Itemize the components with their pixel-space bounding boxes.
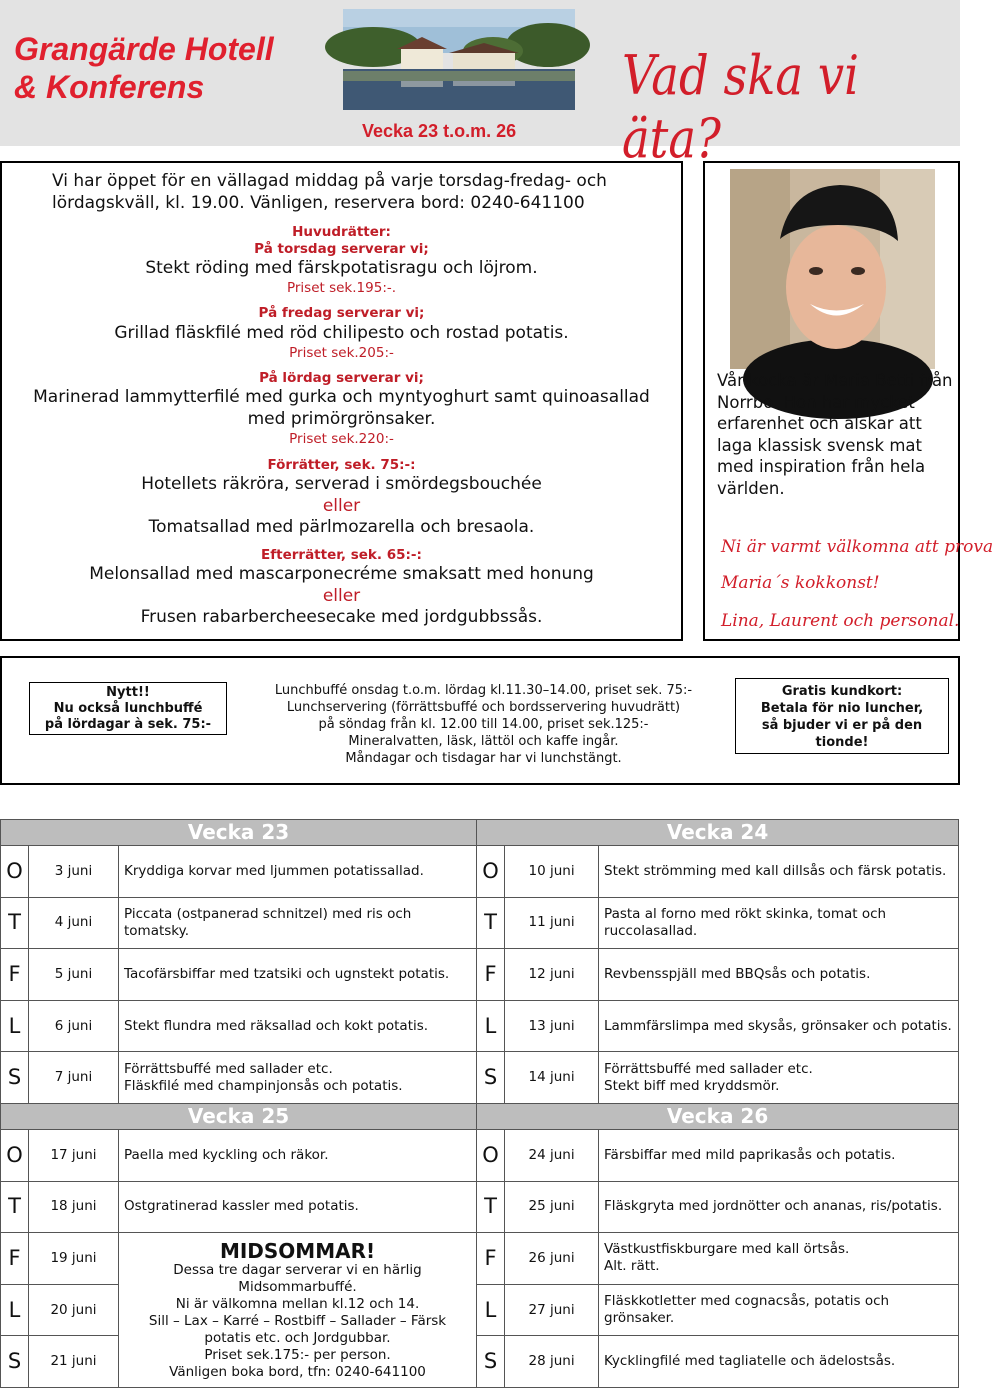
day-date: 18 juni	[29, 1181, 119, 1233]
day-letter: F	[1, 949, 29, 1001]
day-dish-line2: Fläskfilé med champinjonsås och potatis.	[124, 1077, 403, 1094]
day-letter: T	[1, 897, 29, 949]
day-letter: F	[477, 949, 505, 1001]
day-dish: Piccata (ostpanerad schnitzel) med ris och tomatsky.	[119, 897, 477, 949]
day-date: 27 juni	[505, 1284, 599, 1336]
day-date: 24 juni	[505, 1129, 599, 1181]
day-letter: L	[477, 1000, 505, 1052]
day-date: 4 juni	[29, 897, 119, 949]
day-dish: Stekt flundra med räksallad och kokt potatis.	[119, 1000, 477, 1052]
day-letter: S	[477, 1336, 505, 1388]
loyalty-line1: Gratis kundkort:	[781, 684, 903, 699]
day-dish: Paella med kyckling och räkor.	[119, 1129, 477, 1181]
hotel-photo	[343, 9, 575, 110]
thursday-heading: På torsdag serverar vi;	[254, 241, 429, 257]
saturday-dish-line2: med primörgrönsaker.	[247, 409, 436, 429]
chef-signature: Lina, Laurent och personal.	[721, 611, 960, 631]
dessert-1: Melonsallad med mascarponecréme smaksatt med honung	[89, 564, 594, 584]
day-dish: Revbensspjäll med BBQsås och potatis.	[599, 949, 959, 1001]
new-lunch-line3: på lördagar à sek. 75:-	[44, 717, 212, 732]
saturday-price: Priset sek.220:-	[289, 431, 394, 447]
day-dish	[599, 1052, 959, 1104]
week-range: Vecka 23 t.o.m. 26	[362, 121, 517, 141]
day-letter: L	[1, 1000, 29, 1052]
desserts-heading: Efterrätter, sek. 65:-:	[261, 547, 422, 563]
new-lunch-line2: Nu också lunchbuffé	[53, 701, 203, 716]
chef-description: Vår kocka är Maria Betti från Norrbo. Hon har mycket erfarenhet och älskar att laga klassisk svensk mat med inspiration från hela världen.	[717, 371, 953, 498]
intro-line-2: lördagskväll, kl. 19.00. Vänligen, reservera bord: 0240-641100	[52, 193, 585, 213]
day-dish: Kycklingfilé med tagliatelle och ädelostsås.	[599, 1336, 959, 1388]
day-letter: L	[477, 1284, 505, 1336]
week-header-row	[1, 1103, 959, 1129]
saturday-dish-line1: Marinerad lammytterfilé med gurka och myntyoghurt samt quinoasallad	[33, 387, 650, 407]
midsommar-line2: Midsommarbuffé.	[238, 1278, 357, 1295]
dessert-or: eller	[322, 586, 361, 606]
table-row	[1, 1000, 959, 1052]
day-date: 26 juni	[505, 1233, 599, 1285]
day-dish: Ostgratinerad kassler med potatis.	[119, 1181, 477, 1233]
midsommar-notice	[119, 1233, 477, 1388]
hotel-name-line2: & Konferens	[14, 69, 205, 105]
day-dish-line1: Västkustfiskburgare med kall örtsås.	[604, 1241, 850, 1258]
chef-portrait-image	[730, 169, 935, 369]
day-dish-line1: Förrättsbuffé med sallader etc.	[124, 1060, 333, 1077]
dinner-menu-box	[0, 161, 683, 641]
lunch-details-line4: Mineralvatten, läsk, lättöl och kaffe ingår.	[348, 734, 619, 749]
dessert-2: Frusen rabarbercheesecake med jordgubbssås.	[140, 607, 543, 627]
loyalty-line4: tionde!	[815, 735, 869, 750]
day-letter: S	[477, 1052, 505, 1104]
day-letter: F	[1, 1233, 29, 1285]
day-letter: S	[1, 1336, 29, 1388]
day-letter: S	[1, 1052, 29, 1104]
friday-price: Priset sek.205:-	[289, 345, 394, 361]
headline: Vad ska vi äta?	[622, 44, 859, 170]
day-dish: Kryddiga korvar med ljummen potatissallad.	[119, 846, 477, 898]
midsommar-line7: Vänligen boka bord, tfn: 0240-641100	[169, 1363, 426, 1380]
week-25-header: Vecka 25	[1, 1103, 477, 1129]
day-dish: Fläskgryta med jordnötter och ananas, ris/potatis.	[599, 1181, 959, 1233]
weekly-lunch-schedule	[0, 819, 959, 1388]
table-row	[1, 1181, 959, 1233]
intro-line-1: Vi har öppet för en vällagad middag på varje torsdag-fredag- och	[52, 171, 607, 191]
day-date: 14 juni	[505, 1052, 599, 1104]
day-date: 11 juni	[505, 897, 599, 949]
week-23-header: Vecka 23	[1, 820, 477, 846]
day-date: 21 juni	[29, 1336, 119, 1388]
day-dish-line1: Förrättsbuffé med sallader etc.	[604, 1060, 813, 1077]
day-date: 3 juni	[29, 846, 119, 898]
day-dish: Stekt strömming med kall dillsås och färsk potatis.	[599, 846, 959, 898]
starter-or: eller	[322, 496, 361, 516]
chef-photo	[730, 169, 935, 369]
table-row	[1, 1129, 959, 1181]
lunch-details	[232, 682, 735, 767]
day-letter: T	[477, 897, 505, 949]
day-date: 6 juni	[29, 1000, 119, 1052]
hotel-name	[14, 30, 274, 106]
hotel-lake-image	[343, 9, 575, 110]
day-letter: F	[477, 1233, 505, 1285]
friday-heading: På fredag serverar vi;	[258, 305, 425, 321]
day-date: 5 juni	[29, 949, 119, 1001]
day-dish: Lammfärslimpa med skysås, grönsaker och potatis.	[599, 1000, 959, 1052]
table-row	[1, 1052, 959, 1104]
day-letter: O	[477, 846, 505, 898]
day-dish	[599, 1233, 959, 1285]
loyalty-card-notice	[735, 678, 949, 754]
week-header-row	[1, 820, 959, 846]
table-row	[1, 897, 959, 949]
thursday-dish: Stekt röding med färskpotatisragu och löjrom.	[145, 258, 538, 278]
loyalty-line2: Betala för nio luncher,	[760, 701, 924, 716]
day-date: 28 juni	[505, 1336, 599, 1388]
lunch-details-line2: Lunchservering (förrättsbuffé och bordsservering huvudrätt)	[286, 700, 681, 715]
friday-dish: Grillad fläskfilé med röd chilipesto och rostad potatis.	[114, 323, 569, 343]
day-letter: O	[1, 1129, 29, 1181]
day-dish-line2: Stekt biff med kryddsmör.	[604, 1077, 780, 1094]
lunch-details-line1: Lunchbuffé onsdag t.o.m. lördag kl.11.30–14.00, priset sek. 75:-	[274, 683, 693, 698]
lunch-info-box	[0, 656, 960, 785]
chef-box	[703, 161, 993, 641]
loyalty-line3: så bjuder vi er på den	[761, 718, 923, 733]
day-date: 12 juni	[505, 949, 599, 1001]
day-date: 20 juni	[29, 1284, 119, 1336]
day-dish: Färsbiffar med mild paprikasås och potatis.	[599, 1129, 959, 1181]
day-letter: L	[1, 1284, 29, 1336]
day-dish: Fläskkotletter med cognacsås, potatis och grönsaker.	[599, 1284, 959, 1336]
table-row	[1, 1233, 959, 1285]
new-lunch-notice	[29, 682, 227, 735]
day-letter: T	[477, 1181, 505, 1233]
day-dish-line2: Alt. rätt.	[604, 1258, 660, 1275]
midsommar-title: MIDSOMMAR!	[219, 1238, 376, 1263]
day-letter: O	[1, 846, 29, 898]
mains-heading: Huvudrätter:	[292, 224, 391, 240]
week-24-header: Vecka 24	[477, 820, 959, 846]
day-date: 17 juni	[29, 1129, 119, 1181]
table-row	[1, 949, 959, 1001]
midsommar-line1: Dessa tre dagar serverar vi en härlig	[173, 1261, 422, 1278]
day-date: 19 juni	[29, 1233, 119, 1285]
day-dish: Pasta al forno med rökt skinka, tomat och ruccolasallad.	[599, 897, 959, 949]
midsommar-line5: potatis etc. och Jordgubbar.	[204, 1329, 391, 1346]
hotel-name-line1: Grangärde Hotell	[14, 31, 274, 67]
week-26-header: Vecka 26	[477, 1103, 959, 1129]
starter-2: Tomatsallad med pärlmozarella och bresaola.	[148, 517, 535, 537]
day-letter: T	[1, 1181, 29, 1233]
day-date: 7 juni	[29, 1052, 119, 1104]
day-date: 13 juni	[505, 1000, 599, 1052]
day-date: 10 juni	[505, 846, 599, 898]
lunch-details-line5: Måndagar och tisdagar har vi lunchstängt.	[345, 751, 622, 766]
chef-welcome-line2: Maria´s kokkonst!	[721, 573, 880, 593]
new-lunch-line1: Nytt!!	[106, 685, 150, 700]
lunch-details-line3: på söndag från kl. 12.00 till 14.00, priset sek.125:-	[318, 717, 649, 732]
day-letter: O	[477, 1129, 505, 1181]
chef-welcome-line1: Ni är varmt välkomna att prova	[721, 537, 993, 557]
thursday-price: Priset sek.195:-.	[286, 280, 397, 296]
table-row	[1, 846, 959, 898]
starter-1: Hotellets räkröra, serverad i smördegsbouchée	[141, 474, 542, 494]
midsommar-line6: Priset sek.175:- per person.	[204, 1346, 391, 1363]
day-date: 25 juni	[505, 1181, 599, 1233]
day-dish: Tacofärsbiffar med tzatsiki och ugnstekt potatis.	[119, 949, 477, 1001]
day-dish	[119, 1052, 477, 1104]
saturday-heading: På lördag serverar vi;	[259, 370, 424, 386]
midsommar-line4: Sill – Lax – Karré – Rostbiff – Sallader – Färsk	[148, 1312, 447, 1329]
midsommar-line3: Ni är välkomna mellan kl.12 och 14.	[175, 1295, 420, 1312]
starters-heading: Förrätter, sek. 75:-:	[267, 457, 416, 473]
